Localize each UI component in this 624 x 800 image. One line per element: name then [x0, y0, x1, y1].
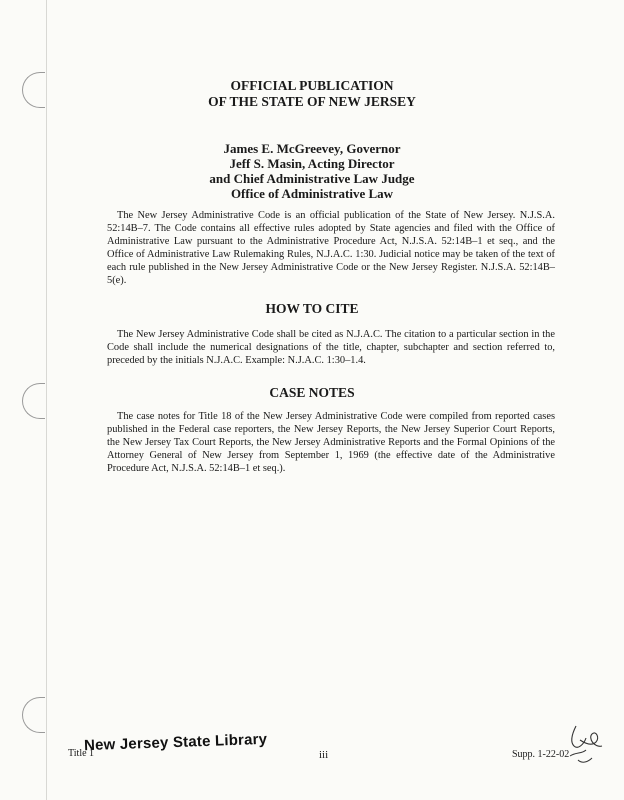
director-line: Jeff S. Masin, Acting Director — [229, 156, 395, 171]
case-notes-heading: CASE NOTES — [269, 385, 355, 400]
header-line-2: OF THE STATE OF NEW JERSEY — [208, 94, 416, 109]
how-to-cite-paragraph: The New Jersey Administrative Code shall be cited as N.J.A.C. The citation to a particular section in the Code shall include the numerical designations of the title, chapter, subchapter and section referred to, preceded by the initials N.J.A.C. Example: N.J.A.C. 1:30–1.4. — [107, 329, 555, 366]
intro-paragraph: The New Jersey Administrative Code is an official publication of the State of New Jersey. N.J.S.A. 52:14B–7. The Code contains all effective rules adopted by State agencies and filed with the Office of Administrative Law pursuant to the Administrative Procedure Act, N.J.S.A. 52:14B–1 et seq., and the Office of Administrative Law Rulemaking Rules, N.J.A.C. 1:30. Judicial notice may be taken of the text of each rule published in the New Jersey Administrative Code or the New Jersey Register. N.J.S.A. 52:14B–5(e). — [107, 210, 555, 286]
governor-line: James E. McGreevey, Governor — [223, 141, 401, 156]
case-notes-paragraph: The case notes for Title 18 of the New Jersey Administrative Code were compiled from reported cases published in the Federal case reporters, the New Jersey Reports, the New Jersey Superior Court Reports, the New Jersey Tax Court Reports, the New Jersey Administrative Reports and the Formal Opinions of the Attorney General of New Jersey from September 1, 1969 (the effective date of the Administrative Procedure Act, N.J.S.A. 52:14B–1 et seq.). — [107, 411, 555, 474]
how-to-cite-heading: HOW TO CITE — [265, 301, 359, 316]
header-line-1: OFFICIAL PUBLICATION — [230, 78, 394, 93]
handwritten-initials — [566, 716, 612, 772]
binder-hole-bottom — [22, 697, 45, 733]
office-line: Office of Administrative Law — [230, 186, 394, 201]
library-stamp: New Jersey State Library — [83, 730, 268, 755]
supplement-date: Supp. 1-22-02 — [512, 749, 570, 760]
footer-title: Title 1 — [68, 748, 95, 759]
page-number: iii — [319, 749, 329, 761]
judge-line: and Chief Administrative Law Judge — [209, 171, 415, 186]
